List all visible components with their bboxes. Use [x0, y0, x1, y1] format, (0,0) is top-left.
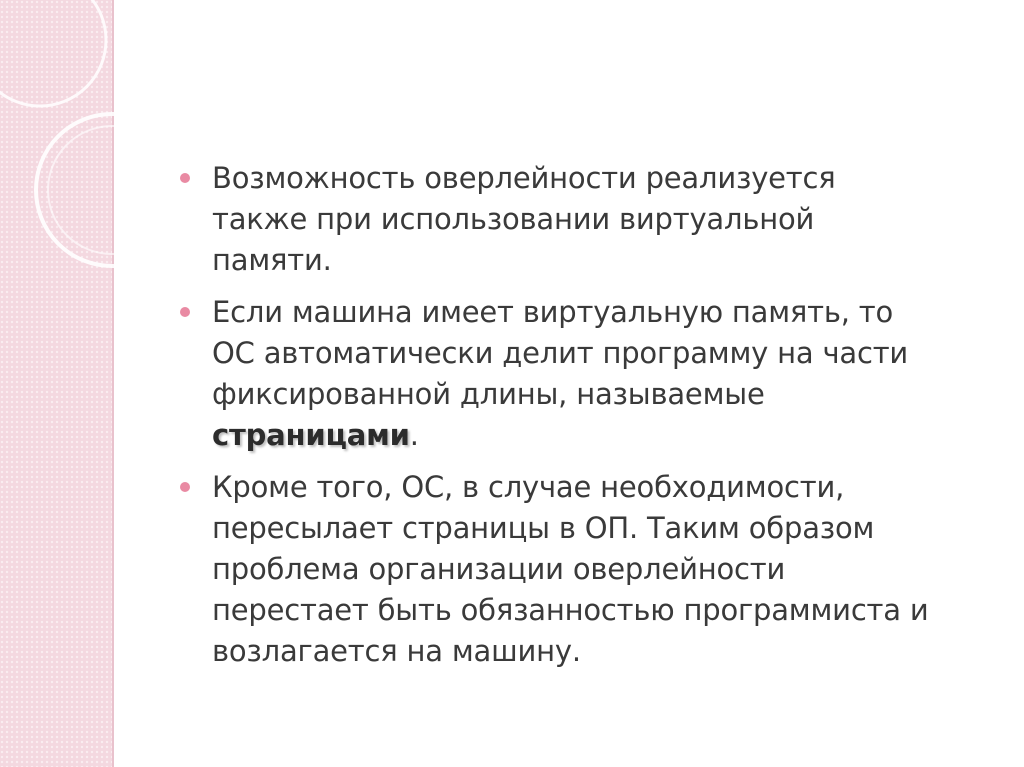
bullet-item-1: [178, 158, 998, 281]
bullet-line: ОС автоматически делит программу на части: [212, 336, 909, 370]
bullet-line: пересылает страницы в ОП. Таким образом: [212, 511, 875, 545]
bullet-dot-icon: [180, 482, 190, 492]
bullet-line: возлагается на машину.: [212, 634, 581, 668]
bullet-item-3: [178, 467, 998, 672]
bullet-line: памяти.: [212, 243, 332, 277]
bullet-line: Возможность оверлейности реализуется: [212, 161, 836, 195]
decorative-circles: [0, 0, 114, 767]
bullet-list: [178, 158, 998, 683]
bullet-line: фиксированной длины, называемые: [212, 377, 765, 411]
bullet-line: также при использовании виртуальной: [212, 202, 815, 236]
bullet-dot-icon: [180, 307, 190, 317]
bullet-dot-icon: [180, 173, 190, 183]
bullet-line: перестает быть обязанностью программиста и: [212, 593, 929, 627]
bullet-punctuation: .: [409, 418, 419, 452]
emphasized-term: страницами: [212, 418, 410, 452]
bullet-line: Если машина имеет виртуальную память, то: [212, 295, 894, 329]
bullet-item-2: [178, 292, 998, 456]
bullet-line: Кроме того, ОС, в случае необходимости,: [212, 470, 845, 504]
bullet-line: проблема организации оверлейности: [212, 552, 786, 586]
